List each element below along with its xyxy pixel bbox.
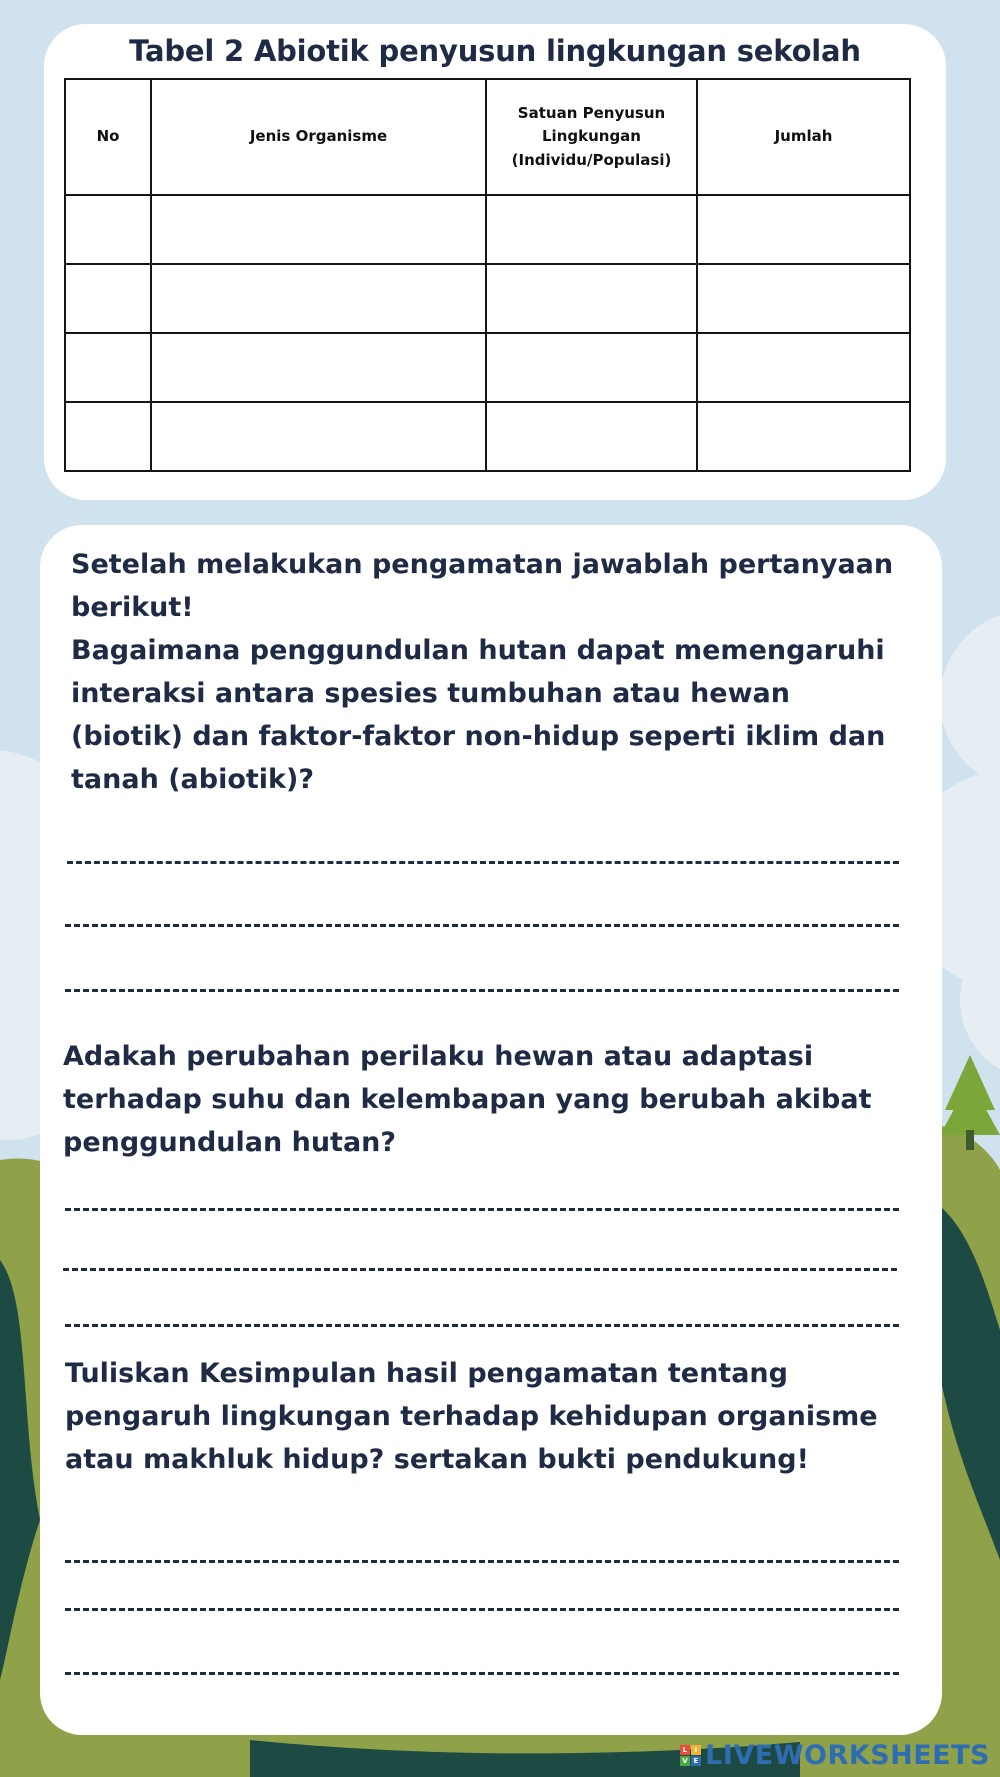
cell-satuan-input[interactable] (486, 333, 697, 402)
liveworksheets-watermark[interactable] (680, 1740, 990, 1771)
cell-jumlah-input[interactable] (697, 402, 910, 471)
answer-line-q1[interactable] (65, 989, 899, 992)
header-jenis-organisme: Jenis Organisme (151, 79, 486, 195)
answer-line-q3[interactable] (65, 1608, 899, 1611)
header-satuan-penyusun (486, 79, 697, 195)
cell-jenis-input[interactable] (151, 195, 486, 264)
question-3 (65, 1352, 901, 1481)
cell-satuan-input[interactable] (486, 195, 697, 264)
table-row (65, 402, 910, 471)
question-intro (71, 543, 909, 801)
question-line: interaksi antara spesies tumbuhan atau hewan (71, 678, 790, 709)
header-satuan-line: (Individu/Populasi) (511, 150, 672, 169)
question-line: (biotik) dan faktor-faktor non-hidup seperti iklim dan (71, 721, 886, 752)
question-line: terhadap suhu dan kelembapan yang berubah akibat (63, 1084, 872, 1115)
question-line: penggundulan hutan? (63, 1127, 397, 1158)
header-satuan-line: Lingkungan (542, 127, 641, 146)
table-card (44, 24, 946, 500)
cell-no-input[interactable] (65, 195, 151, 264)
cell-jenis-input[interactable] (151, 264, 486, 333)
header-no: No (65, 79, 151, 195)
cell-no-input[interactable] (65, 264, 151, 333)
logo-letter: L (680, 1745, 690, 1755)
header-satuan-line: Satuan Penyusun (517, 104, 666, 123)
logo-letter: V (680, 1756, 690, 1766)
cell-satuan-input[interactable] (486, 264, 697, 333)
answer-line-q1[interactable] (67, 861, 899, 864)
header-jumlah: Jumlah (697, 79, 910, 195)
liveworksheets-logo-icon (680, 1745, 701, 1766)
question-line: Tuliskan Kesimpulan hasil pengamatan tentang (65, 1358, 788, 1389)
logo-letter: I (691, 1745, 701, 1755)
question-line: atau makhluk hidup? sertakan bukti pendukung! (65, 1444, 809, 1475)
answer-line-q3[interactable] (65, 1560, 899, 1563)
table-row (65, 264, 910, 333)
question-2 (63, 1035, 901, 1164)
question-line: berikut! (71, 592, 194, 623)
table-row (65, 333, 910, 402)
answer-line-q1[interactable] (65, 924, 899, 927)
cell-no-input[interactable] (65, 333, 151, 402)
questions-card (40, 525, 942, 1735)
question-line: Setelah melakukan pengamatan jawablah pertanyaan (71, 549, 894, 580)
cell-satuan-input[interactable] (486, 402, 697, 471)
answer-line-q2[interactable] (63, 1268, 897, 1271)
watermark-text: LIVEWORKSHEETS (705, 1740, 990, 1771)
cell-jenis-input[interactable] (151, 402, 486, 471)
question-line: pengaruh lingkungan terhadap kehidupan organisme (65, 1401, 878, 1432)
answer-line-q2[interactable] (65, 1208, 899, 1211)
cell-jumlah-input[interactable] (697, 333, 910, 402)
cell-jumlah-input[interactable] (697, 264, 910, 333)
table-header-row (65, 79, 910, 195)
logo-letter: E (691, 1756, 701, 1766)
observation-table (64, 78, 911, 472)
cell-jumlah-input[interactable] (697, 195, 910, 264)
answer-line-q3[interactable] (65, 1672, 899, 1675)
question-line: Adakah perubahan perilaku hewan atau adaptasi (63, 1041, 814, 1072)
table-row (65, 195, 910, 264)
cell-jenis-input[interactable] (151, 333, 486, 402)
table-title: Tabel 2 Abiotik penyusun lingkungan sekolah (129, 34, 861, 68)
cell-no-input[interactable] (65, 402, 151, 471)
question-line: Bagaimana penggundulan hutan dapat memengaruhi (71, 635, 885, 666)
answer-line-q2[interactable] (65, 1324, 899, 1327)
question-line: tanah (abiotik)? (71, 764, 314, 795)
